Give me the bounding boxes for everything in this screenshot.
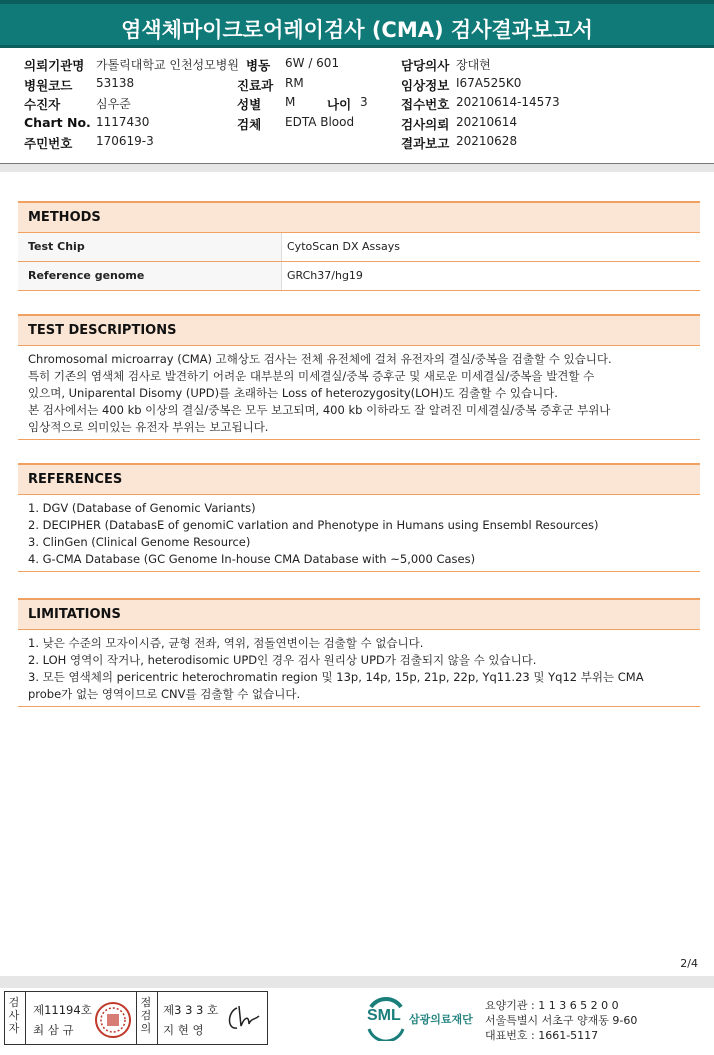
doctor-label: 담당의사 (401, 58, 450, 73)
references-section (18, 463, 700, 572)
limitation-line: 3. 모든 염색체의 pericentric heterochromatin region 및 13p, 14p, 15p, 21p, 22p, Yq11.23 및 Yq12 부위는 CMA (28, 670, 644, 684)
inspector-label-char: 검 (8, 996, 20, 1009)
receipt-no-label: 접수번호 (401, 97, 450, 112)
institution-label: 의뢰기관명 (24, 58, 85, 73)
reference-line: 3. ClinGen (Clinical Genome Resource) (28, 535, 251, 549)
limitation-line: probe가 없는 영역이므로 CNV를 검출할 수 없습니다. (28, 687, 301, 701)
report-date-value: 20210628 (456, 134, 518, 148)
limitations-heading: LIMITATIONS (18, 598, 700, 630)
lab-info (485, 998, 637, 1043)
signature-icon (223, 1002, 263, 1036)
methods-value: CytoScan DX Assays (287, 240, 400, 253)
reference-line: 4. G-CMA Database (GC Genome In-house CMA Database with ~5,000 Cases) (28, 552, 476, 566)
descriptions-body (18, 346, 700, 440)
hospital-code-value: 53138 (96, 76, 135, 90)
methods-value: GRCh37/hg19 (287, 269, 363, 282)
page-number: 2/4 (680, 957, 698, 970)
references-heading: REFERENCES (18, 463, 700, 495)
description-line: 임상적으로 의미있는 유전자 부위는 보고됩니다. (28, 420, 269, 434)
lab-phone: 대표번호 : 1661-5117 (485, 1029, 599, 1042)
report-date-label: 결과보고 (401, 136, 450, 151)
description-line: 특히 기존의 염색체 검사로 발견하기 어려운 대부분의 미세결실/중복 증후군 및 새로운 미세결실/중복을 발견할 수 (28, 369, 595, 383)
sig-divider (136, 992, 137, 1044)
header-band (0, 164, 714, 172)
specimen-value: EDTA Blood (285, 115, 355, 129)
logo-text: SML (367, 1007, 401, 1024)
methods-key: Reference genome (18, 262, 282, 290)
limitations-section (18, 598, 700, 707)
inspector-name: 최 삼 규 (33, 1023, 74, 1037)
doctor-value: 장대현 (456, 58, 491, 72)
description-line: Chromosomal microarray (CMA) 고해상도 검사는 전체 유전체에 걸쳐 유전자의 결실/중복을 검출할 수 있습니다. (28, 352, 612, 366)
reference-line: 2. DECIPHER (DatabasE of genomiC varIation and Phenotype in Humans using Ensembl Resources) (28, 518, 599, 532)
description-line: 있으며, Uniparental Disomy (UPD)를 초래하는 Loss of heterozygosity(LOH)도 검출할 수 있습니다. (28, 386, 558, 400)
inspector-label-char: 자 (8, 1022, 20, 1035)
sex-value: M (285, 95, 296, 109)
report-title-text: 염색체마이크로어레이검사 (CMA) 검사결과보고서 (121, 18, 593, 42)
chart-no-label: Chart No. (24, 115, 91, 130)
age-label: 나이 (327, 97, 352, 112)
methods-row (18, 262, 700, 291)
clinical-info-value: I67A525K0 (456, 76, 522, 90)
patient-value: 심우준 (96, 97, 131, 111)
department-label: 진료과 (237, 78, 274, 93)
chart-no-value: 1117430 (96, 115, 150, 129)
ward-label: 병동 (246, 58, 271, 73)
descriptions-heading: TEST DESCRIPTIONS (18, 314, 700, 346)
methods-row (18, 233, 700, 262)
lab-code: 요양기관 : 1 1 3 6 5 2 0 0 (485, 999, 619, 1012)
signature-box (4, 991, 268, 1045)
description-line: 본 검사에서는 400 kb 이상의 결실/중복은 모두 보고되며, 400 kb 이하라도 잘 알려진 미세결실/중복 증후군 부위나 (28, 403, 611, 417)
reviewer-label-char: 검 (140, 1009, 152, 1022)
footer-band (0, 976, 714, 988)
inspector-license: 제11194호 (33, 1003, 92, 1017)
reviewer-name: 지 현 영 (163, 1023, 204, 1037)
sig-divider (157, 992, 158, 1044)
reviewer-label-char: 점 (140, 996, 152, 1009)
sig-divider (25, 992, 26, 1044)
specimen-label: 검체 (237, 117, 262, 132)
request-date-label: 검사의뢰 (401, 117, 450, 132)
methods-heading: METHODS (18, 201, 700, 233)
clinical-info-label: 임상정보 (401, 78, 450, 93)
reference-line: 1. DGV (Database of Genomic Variants) (28, 501, 256, 515)
limitations-body (18, 630, 700, 707)
sex-label: 성별 (237, 97, 262, 112)
hospital-code-label: 병원코드 (24, 78, 73, 93)
department-value: RM (285, 76, 304, 90)
request-date-value: 20210614 (456, 115, 518, 129)
limitation-line: 1. 낮은 수준의 모자이시즘, 균형 전좌, 역위, 점돌연변이는 검출할 수 없습니다. (28, 636, 424, 650)
ward-value: 6W / 601 (285, 56, 340, 70)
resident-no-label: 주민번호 (24, 136, 73, 151)
patient-header (0, 52, 714, 162)
resident-no-value: 170619-3 (96, 134, 154, 148)
age-value: 3 (360, 95, 368, 109)
references-body (18, 495, 700, 572)
inspector-label-char: 사 (8, 1009, 20, 1022)
logo-name: 삼광의료재단 (409, 1013, 473, 1026)
receipt-no-value: 20210614-14573 (456, 95, 560, 109)
reviewer-license: 제3 3 3 호 (163, 1003, 219, 1017)
seal-icon (93, 1000, 133, 1040)
reviewer-label-char: 의 (140, 1022, 152, 1035)
title-underline (0, 45, 714, 48)
lab-address: 서울특별시 서초구 양재동 9-60 (485, 1014, 638, 1027)
limitation-line: 2. LOH 영역이 작거나, heterodisomic UPD인 경우 검사 원리상 UPD가 검출되지 않을 수 있습니다. (28, 653, 537, 667)
inspector-label (7, 996, 21, 1035)
patient-label: 수진자 (24, 97, 61, 112)
descriptions-section (18, 314, 700, 440)
sml-logo (365, 995, 483, 1041)
methods-key: Test Chip (18, 233, 282, 261)
report-title (0, 0, 714, 48)
institution-value: 가톨릭대학교 인천성모병원 (96, 58, 239, 72)
reviewer-label (139, 996, 153, 1035)
methods-section (18, 201, 700, 291)
